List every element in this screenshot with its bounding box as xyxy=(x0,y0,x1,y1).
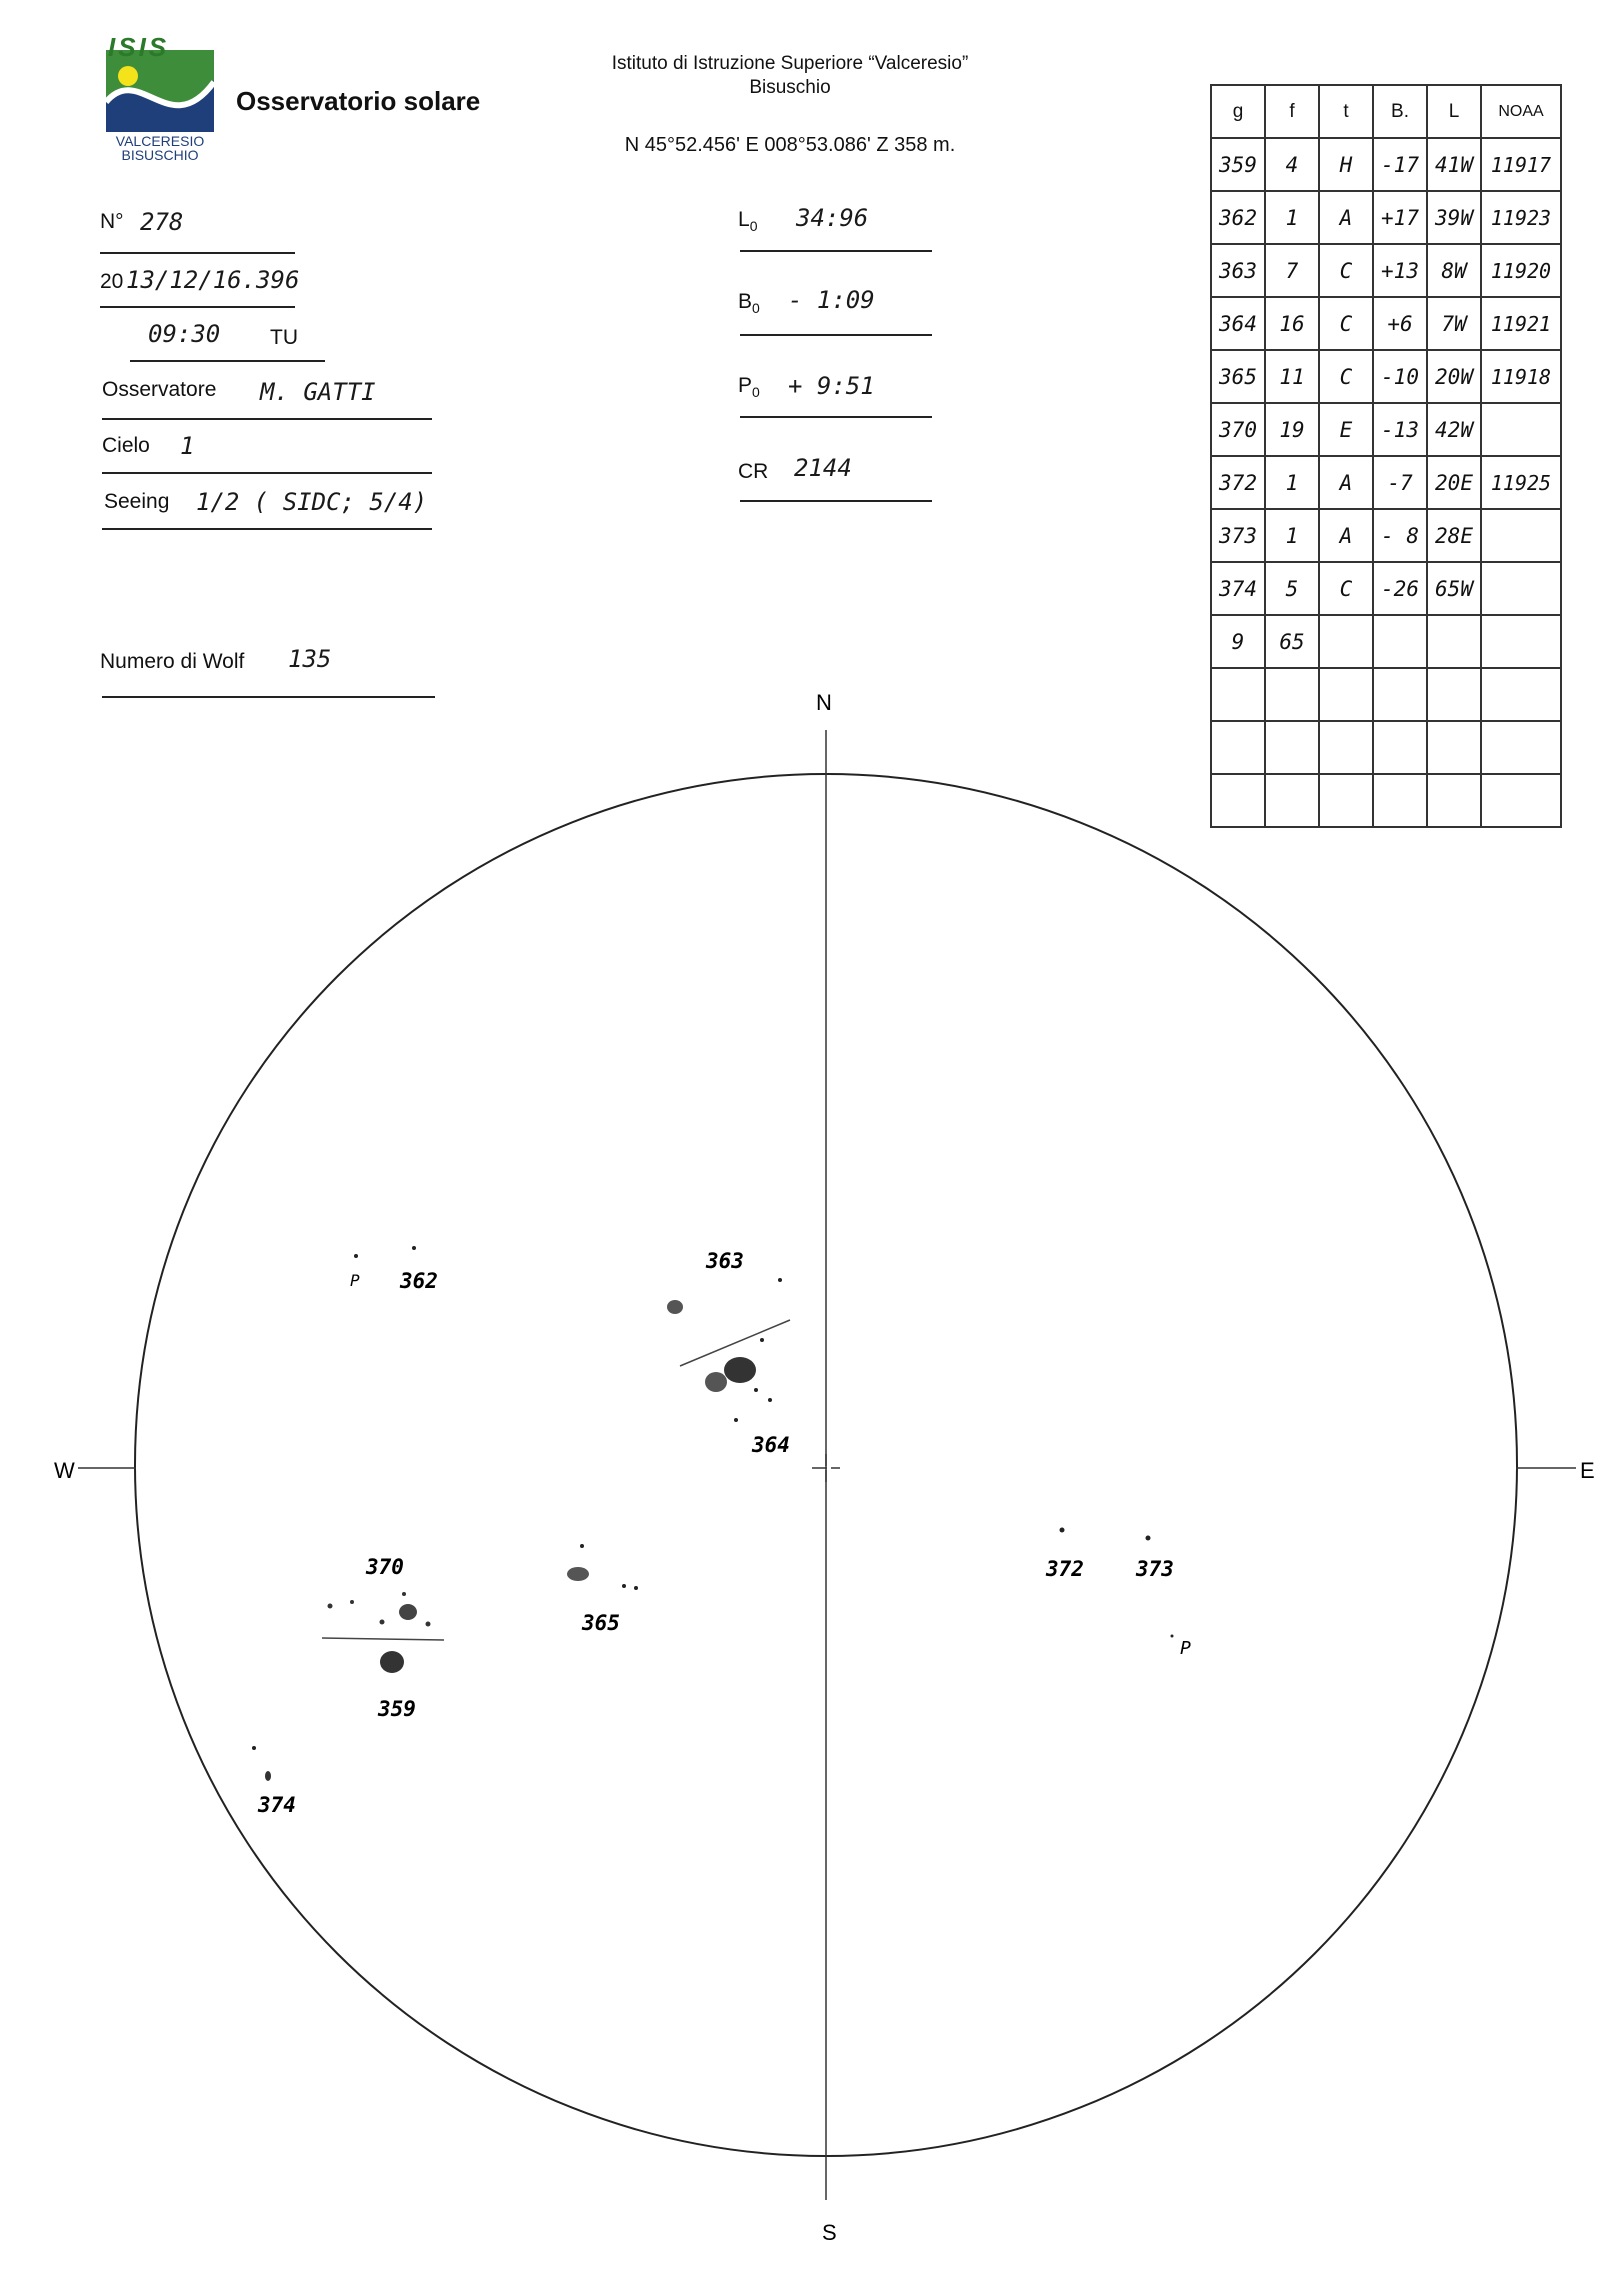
sunspot-dot xyxy=(1171,1635,1174,1638)
wolf-number-label: Numero di Wolf xyxy=(100,650,245,673)
seeing-label: Seeing xyxy=(104,490,170,513)
col-header-noaa: NOAA xyxy=(1481,85,1561,138)
sunspot-363 xyxy=(667,1300,683,1314)
sunspot-362-p xyxy=(354,1254,358,1258)
table-cell: A xyxy=(1319,509,1373,562)
east-label: E xyxy=(1580,1458,1595,1483)
table-cell: 8W xyxy=(1427,244,1481,297)
table-cell: 374 xyxy=(1211,562,1265,615)
group-label-365: 365 xyxy=(582,1611,620,1635)
b0-value: - 1:09 xyxy=(788,286,875,314)
table-cell: A xyxy=(1319,191,1373,244)
table-cell: 365 xyxy=(1211,350,1265,403)
table-cell: 364 xyxy=(1211,297,1265,350)
group-label-372: 372 xyxy=(1046,1557,1084,1581)
table-cell: H xyxy=(1319,138,1373,191)
south-label: S xyxy=(822,2220,837,2245)
sunspot-dot xyxy=(402,1592,406,1596)
table-cell: 11 xyxy=(1265,350,1319,403)
wolf-number-value: 135 xyxy=(288,645,332,673)
sunspot-dot xyxy=(380,1620,385,1625)
report-number-value: 278 xyxy=(140,208,184,236)
col-header-l: L xyxy=(1427,85,1481,138)
logo-tag: ISIS xyxy=(108,32,170,62)
table-cell: 19 xyxy=(1265,403,1319,456)
table-cell: 42W xyxy=(1427,403,1481,456)
sunspot-dot xyxy=(328,1604,333,1609)
sunspot-373 xyxy=(1146,1536,1151,1541)
sunspot-372 xyxy=(1060,1528,1065,1533)
p0-label: $P_0$ xyxy=(738,374,760,401)
col-header-f: f xyxy=(1265,85,1319,138)
station-coordinates: N 45°52.456' E 008°53.086' Z 358 m. xyxy=(624,134,956,156)
table-cell: +6 xyxy=(1373,297,1427,350)
table-cell: 39W xyxy=(1427,191,1481,244)
b0-label: $B_0$ xyxy=(738,290,760,317)
observatory-title: Osservatorio solare xyxy=(236,86,481,116)
sunspot-dot xyxy=(252,1746,256,1750)
table-cell: 7W xyxy=(1427,297,1481,350)
north-label: N xyxy=(816,690,832,715)
p0-value: + 9:51 xyxy=(788,372,875,400)
table-cell: 1 xyxy=(1265,456,1319,509)
sky-label: Cielo xyxy=(102,434,150,457)
group-label-373: 373 xyxy=(1136,1557,1174,1581)
table-cell: 65W xyxy=(1427,562,1481,615)
time-unit: TU xyxy=(270,326,298,349)
table-cell: 41W xyxy=(1427,138,1481,191)
table-cell: 5 xyxy=(1265,562,1319,615)
sunspot-365 xyxy=(567,1567,589,1581)
sunspot-dot xyxy=(426,1622,431,1627)
table-cell: 28E xyxy=(1427,509,1481,562)
observer-label: Osservatore xyxy=(102,378,217,401)
table-cell: 16 xyxy=(1265,297,1319,350)
table-cell: E xyxy=(1319,403,1373,456)
table-cell: -13 xyxy=(1373,403,1427,456)
logo-word-1: VALCERESIO xyxy=(115,133,205,149)
sunspot-dot xyxy=(754,1388,758,1392)
table-cell: 11920 xyxy=(1481,244,1561,297)
seeing-value: 1/2 ( SIDC; 5/4) xyxy=(196,488,428,516)
table-cell: 1 xyxy=(1265,191,1319,244)
report-number-label: N° xyxy=(100,210,124,233)
table-cell: 11921 xyxy=(1481,297,1561,350)
table-cell: 11923 xyxy=(1481,191,1561,244)
group-label-363: 363 xyxy=(706,1249,744,1273)
p-marker-west: P xyxy=(350,1271,360,1290)
table-cell: 359 xyxy=(1211,138,1265,191)
table-cell: 9 xyxy=(1211,615,1265,668)
sunspot-364 xyxy=(705,1372,727,1392)
table-cell: +13 xyxy=(1373,244,1427,297)
sunspot-dot xyxy=(734,1418,738,1422)
group-label-370: 370 xyxy=(366,1555,404,1579)
table-cell: 362 xyxy=(1211,191,1265,244)
table-cell: A xyxy=(1319,456,1373,509)
table-cell: 4 xyxy=(1265,138,1319,191)
sunspot-374 xyxy=(265,1771,271,1781)
sunspot-dot xyxy=(760,1338,764,1342)
sunspot-364-leader xyxy=(724,1357,756,1383)
sunspot-370 xyxy=(399,1604,417,1620)
table-cell: 65 xyxy=(1265,615,1319,668)
table-cell: 370 xyxy=(1211,403,1265,456)
observer-value: M. GATTI xyxy=(260,378,376,406)
sunspot-dot xyxy=(622,1584,626,1588)
table-cell: C xyxy=(1319,297,1373,350)
l0-label: $L_0$ xyxy=(738,208,758,235)
cr-value: 2144 xyxy=(794,454,852,482)
logo-word-2: BISUSCHIO xyxy=(121,147,199,163)
date-prefix: 20 xyxy=(100,270,124,293)
sunspot-dot xyxy=(580,1544,584,1548)
col-header-b: B. xyxy=(1373,85,1427,138)
sunspot-dot xyxy=(350,1600,354,1604)
table-cell: C xyxy=(1319,562,1373,615)
table-cell: 20E xyxy=(1427,456,1481,509)
table-cell: -26 xyxy=(1373,562,1427,615)
time-value: 09:30 xyxy=(148,320,221,348)
axis-gap xyxy=(827,775,831,2155)
table-cell: 20W xyxy=(1427,350,1481,403)
institute-line-2: Bisuschio xyxy=(749,77,831,98)
table-cell: 11918 xyxy=(1481,350,1561,403)
sunspot-362 xyxy=(412,1246,416,1250)
sunspot-dot xyxy=(778,1278,782,1282)
group-label-374: 374 xyxy=(258,1793,296,1817)
table-cell: 11917 xyxy=(1481,138,1561,191)
table-cell: 7 xyxy=(1265,244,1319,297)
table-cell: 372 xyxy=(1211,456,1265,509)
table-cell: -17 xyxy=(1373,138,1427,191)
table-cell: -10 xyxy=(1373,350,1427,403)
table-cell: C xyxy=(1319,350,1373,403)
west-label: W xyxy=(54,1458,75,1483)
institute-line-1: Istituto di Istruzione Superiore “Valceresio” xyxy=(611,53,969,74)
table-cell: C xyxy=(1319,244,1373,297)
table-cell: 1 xyxy=(1265,509,1319,562)
table-cell: -7 xyxy=(1373,456,1427,509)
table-cell: +17 xyxy=(1373,191,1427,244)
group-axis-line xyxy=(322,1638,444,1640)
date-value: 13/12/16.396 xyxy=(126,266,300,294)
p-marker-east: P xyxy=(1180,1638,1191,1659)
sky-value: 1 xyxy=(180,432,195,460)
table-cell: 11925 xyxy=(1481,456,1561,509)
table-cell: 373 xyxy=(1211,509,1265,562)
sunspot-dot xyxy=(768,1398,772,1402)
group-label-359: 359 xyxy=(378,1697,416,1721)
group-label-364: 364 xyxy=(752,1433,790,1457)
col-header-g: g xyxy=(1211,85,1265,138)
cr-label: CR xyxy=(738,460,769,483)
table-cell: - 8 xyxy=(1373,509,1427,562)
l0-value: 34:96 xyxy=(796,204,869,232)
table-cell: 363 xyxy=(1211,244,1265,297)
group-label-362: 362 xyxy=(400,1269,438,1293)
sunspot-359 xyxy=(380,1651,404,1673)
sunspot-dot xyxy=(634,1586,638,1590)
col-header-t: t xyxy=(1319,85,1373,138)
